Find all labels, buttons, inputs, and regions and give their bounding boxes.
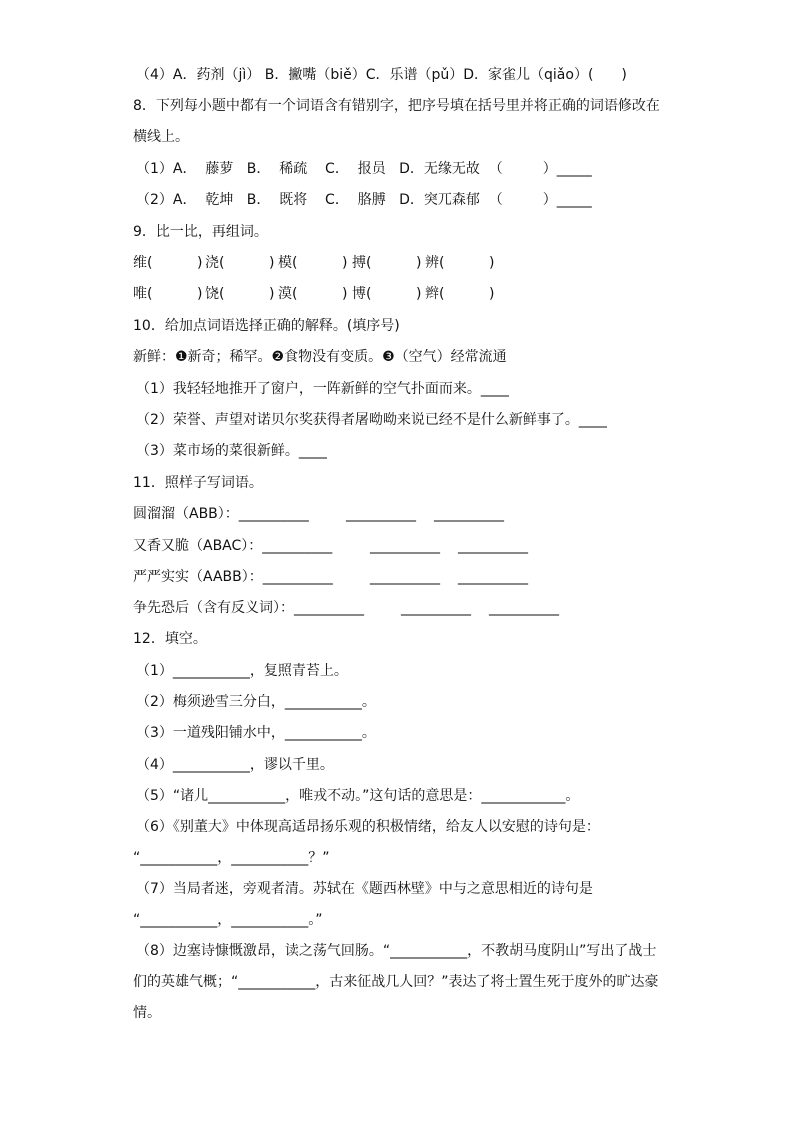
q12-item-8-line1: （8）边塞诗慷慨激昂，读之荡气回肠。“___________，不教胡马度阴山”写出了战士 <box>136 943 657 959</box>
q9-title: 9．比一比，再组词。 <box>133 224 268 240</box>
q12-item-2: （2）梅须逊雪三分白，___________。 <box>136 694 376 710</box>
q12-item-8-line3: 情。 <box>133 1005 161 1021</box>
q11-blank: __________ <box>434 506 504 522</box>
q12-item-7-line2: “___________，___________。” <box>133 912 323 928</box>
q10-item-2: （2）荣誉、声望对诺贝尔奖获得者屠呦呦来说已经不是什么新鲜事了。____ <box>136 412 607 428</box>
q11-blank: __________ <box>489 600 559 616</box>
q11-label: 圆溜溜（ABB）：__________ <box>133 506 309 522</box>
q10-definition: 新鲜：❶新奇；稀罕。❷食物没有变质。❸（空气）经常流通 <box>133 349 507 365</box>
q12-item-8-line2: 们的英雄气概；“___________，古来征战几人回？”表达了将士置生死于度外的旷达豪 <box>133 974 659 990</box>
q11-label: 严严实实（AABB）：__________ <box>133 569 333 585</box>
q9-word: 维( ) <box>133 255 203 271</box>
q12-item-1: （1）___________，复照青苔上。 <box>136 663 348 679</box>
q12-item-5: （5）“诸儿___________，唯戎不动。”这句话的意思是：____________。 <box>136 788 580 804</box>
q11-title: 11．照样子写词语。 <box>133 475 263 491</box>
q8-title-line2: 横线上。 <box>133 129 189 145</box>
q12-item-6-line1: （6）《别董大》中体现高适昂扬乐观的积极情绪，给友人以安慰的诗句是： <box>136 819 600 835</box>
q11-label: 又香又脆（ABAC）：__________ <box>133 538 333 554</box>
q12-item-4: （4）___________，谬以千里。 <box>136 757 334 773</box>
q12-item-3: （3）一道残阳铺水中，___________。 <box>136 725 376 741</box>
q9-word: 唯( ) <box>133 286 203 302</box>
q9-word: 博( ) <box>352 286 422 302</box>
q8-item-2: （2）A． 乾坤 B． 既将 C． 胳膊 D．突兀森郁 （ ）_____ <box>136 192 592 208</box>
q10-item-1: （1）我轻轻地推开了窗户，一阵新鲜的空气扑面而来。____ <box>136 381 509 397</box>
q12-item-6-line2: “___________，___________？” <box>133 850 330 866</box>
q9-word: 饶( ) <box>205 286 275 302</box>
q9-word: 辨( ) <box>425 255 495 271</box>
q10-title: 10．给加点词语选择正确的解释。(填序号) <box>133 318 400 334</box>
q11-label: 争先恐后（含有反义词）：__________ <box>133 600 364 616</box>
q10-item-3: （3）菜市场的菜很新鲜。____ <box>136 443 327 459</box>
q8-item-1: （1）A． 藤萝 B． 稀疏 C． 报员 D．无缘无故 （ ）_____ <box>136 161 592 177</box>
q7-item-4: （4）A．药剂（jì） B．撇嘴（biě）C．乐谱（pǔ）D．家雀儿（qiǎo）( ) <box>136 67 627 83</box>
q9-word: 浇( ) <box>205 255 275 271</box>
q11-blank: __________ <box>458 569 528 585</box>
q11-blank: __________ <box>458 538 528 554</box>
q9-word: 辫( ) <box>425 286 495 302</box>
q12-title: 12．填空。 <box>133 631 207 647</box>
q9-word: 搏( ) <box>352 255 422 271</box>
q8-title-line1: 8．下列每小题中都有一个词语含有错别字，把序号填在括号里并将正确的词语修改在 <box>133 98 660 114</box>
q11-blank: __________ <box>370 569 440 585</box>
q9-word: 模( ) <box>278 255 348 271</box>
q12-item-7-line1: （7）当局者迷，旁观者清。苏轼在《题西林壁》中与之意思相近的诗句是 <box>136 881 593 897</box>
q9-word: 漠( ) <box>278 286 348 302</box>
q11-blank: __________ <box>401 600 471 616</box>
q11-blank: __________ <box>346 506 416 522</box>
q11-blank: __________ <box>370 538 440 554</box>
